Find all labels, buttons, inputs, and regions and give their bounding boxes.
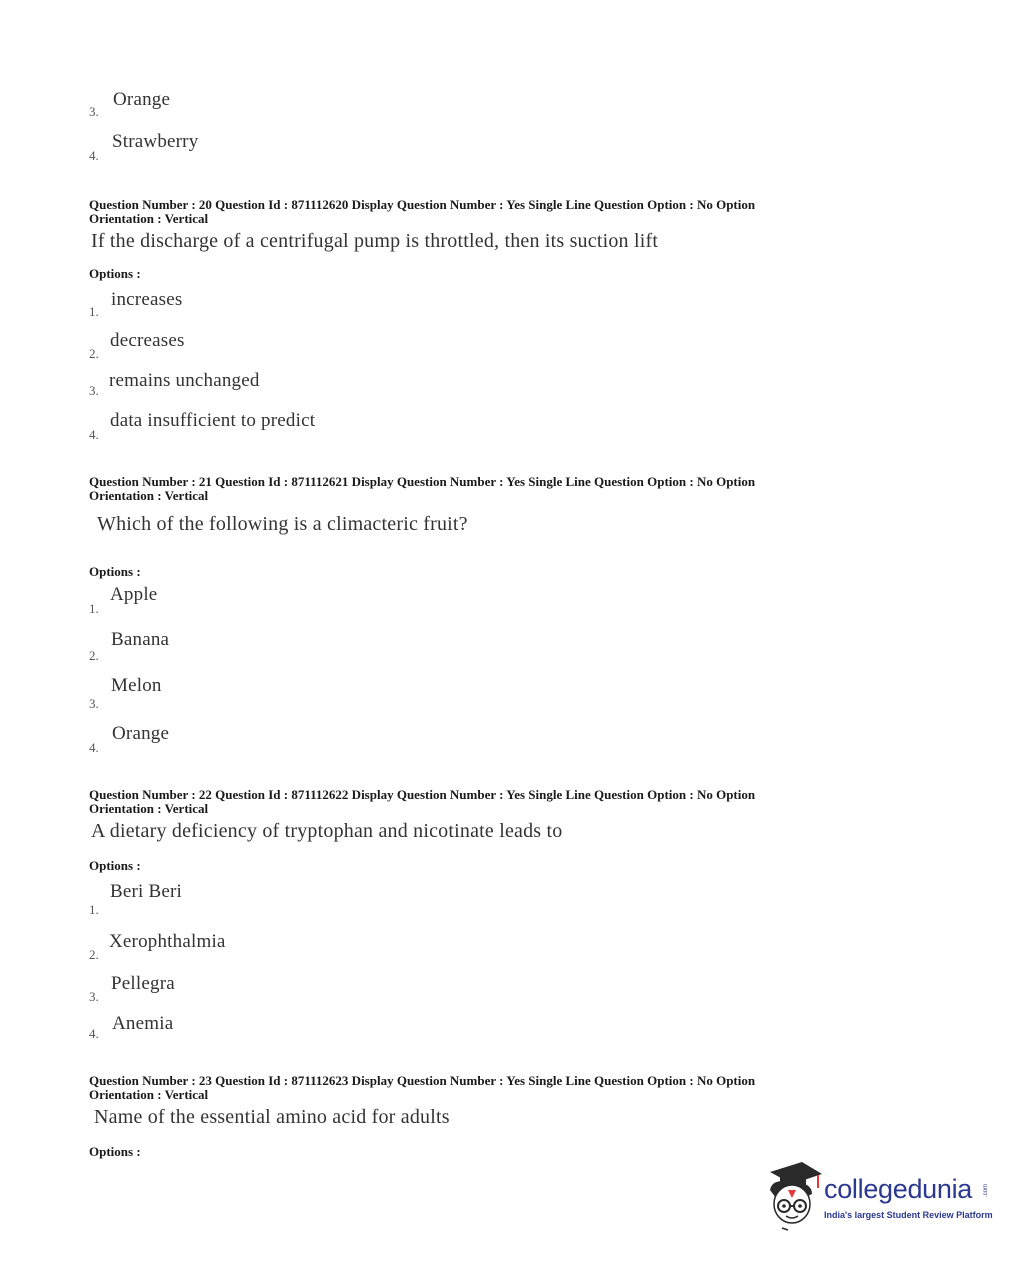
option-number: 3. (89, 989, 99, 1004)
option-number: 3. (89, 104, 99, 119)
question-text: Name of the essential amino acid for adults (94, 1106, 450, 1128)
option-number: 2. (89, 346, 99, 361)
question-text: If the discharge of a centrifugal pump is throttled, then its suction lift (91, 230, 659, 252)
meta-line: Orientation : Vertical (89, 488, 209, 503)
meta-line: Orientation : Vertical (89, 1087, 209, 1102)
option-text: Melon (111, 675, 162, 696)
meta-line: Question Number : 20 Question Id : 871112620 Display Question Number : Yes Single Line Question Option : No Option (89, 197, 756, 212)
options-label: Options : (89, 858, 141, 873)
option-number: 2. (89, 648, 99, 663)
option-number: 4. (89, 427, 99, 442)
question-meta (89, 475, 889, 503)
option-number: 3. (89, 383, 99, 398)
option-text: Pellegra (111, 973, 175, 994)
question-text: A dietary deficiency of tryptophan and nicotinate leads to (91, 820, 563, 842)
brand-domain-suffix: .com (983, 1184, 989, 1198)
option-text: Banana (111, 629, 170, 650)
meta-line: Question Number : 22 Question Id : 871112622 Display Question Number : Yes Single Line Question Option : No Option (89, 787, 756, 802)
option-text: increases (111, 289, 183, 310)
meta-line: Question Number : 21 Question Id : 871112621 Display Question Number : Yes Single Line Question Option : No Option (89, 474, 756, 489)
brand-tagline: India's largest Student Review Platform (824, 1210, 993, 1220)
option-number: 4. (89, 740, 99, 755)
meta-line: Orientation : Vertical (89, 211, 209, 226)
student-mascot-icon (762, 1160, 824, 1232)
option-number: 1. (89, 902, 99, 917)
option-number: 1. (89, 304, 99, 319)
meta-line: Question Number : 23 Question Id : 871112623 Display Question Number : Yes Single Line Question Option : No Option (89, 1073, 756, 1088)
option-text: Strawberry (112, 131, 199, 152)
option-number: 1. (89, 601, 99, 616)
option-number: 2. (89, 947, 99, 962)
option-text: Orange (112, 723, 170, 744)
options-label: Options : (89, 564, 141, 579)
option-number: 3. (89, 696, 99, 711)
option-text: Orange (113, 89, 171, 110)
option-text: Anemia (112, 1013, 174, 1034)
question-text: Which of the following is a climacteric fruit? (97, 513, 468, 535)
option-text: remains unchanged (109, 370, 260, 391)
option-number: 4. (89, 1026, 99, 1041)
question-meta (89, 1074, 889, 1102)
question-meta (89, 198, 889, 226)
brand-name: collegedunia (824, 1174, 973, 1204)
options-label: Options : (89, 1144, 141, 1159)
option-text: Apple (110, 584, 158, 605)
meta-line: Orientation : Vertical (89, 801, 209, 816)
options-label: Options : (89, 266, 141, 281)
option-number: 4. (89, 148, 99, 163)
question-meta (89, 788, 889, 816)
option-text: Beri Beri (110, 881, 182, 902)
option-text: Xerophthalmia (109, 931, 226, 952)
collegedunia-logo (762, 1160, 992, 1232)
option-text: decreases (110, 330, 185, 351)
option-text: data insufficient to predict (110, 410, 316, 431)
